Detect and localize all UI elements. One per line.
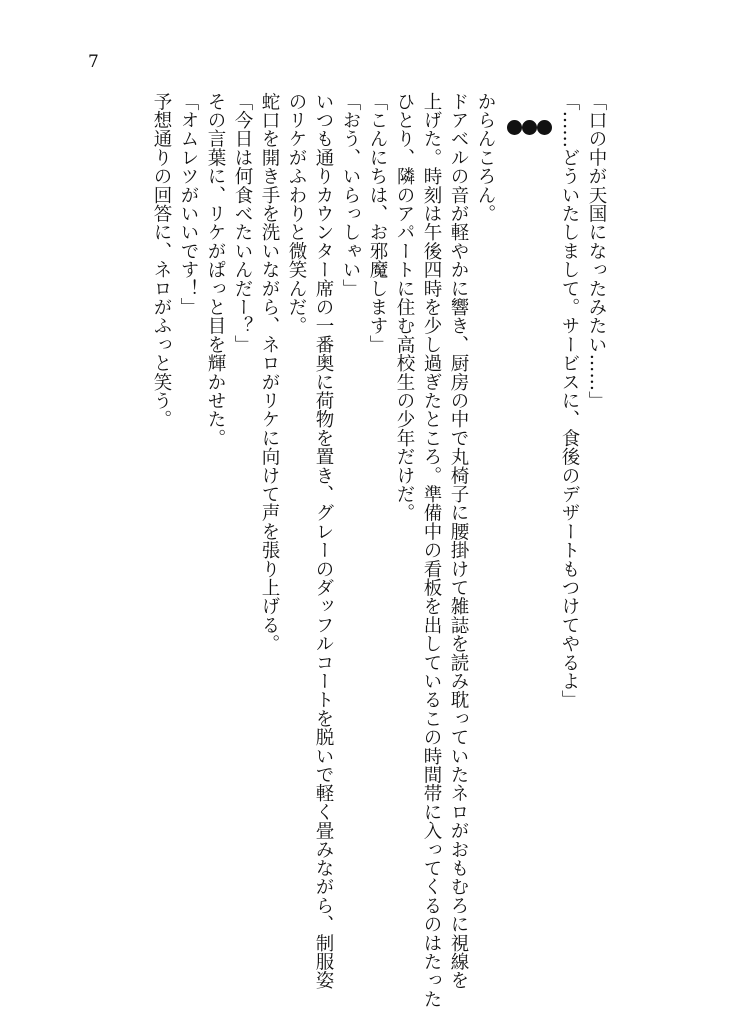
narration-line: のリケがふわりと微笑んだ。 (286, 92, 307, 336)
narration-line: 予想通りの回答に、ネロがふっと笑う。 (151, 92, 172, 429)
narration-line: 上げた。時刻は午後四時を少し過ぎたところ。準備中の看板を出しているこの時間帯に入ってくるのはたった (421, 92, 442, 1009)
page-number: 7 (88, 52, 99, 72)
dialogue-line: 「こんにちは、お邪魔します」 (367, 92, 388, 354)
narration-line: ドアベルの音が軽やかに響き、厨房の中で丸椅子に腰掛けて雑誌を読み耽っていたネロがおもむろに視線を (448, 92, 469, 990)
narration-line: いつも通りカウンター席の一番奥に荷物を置き、グレーのダッフルコートを脱いで軽く畳みながら、制服姿 (313, 92, 334, 990)
scene-break-dot-icon (522, 120, 537, 135)
dialogue-line: 「口の中が天国になったみたい……」 (586, 92, 607, 410)
narration-line: からんころん。 (475, 92, 496, 223)
narration-line: ひとり、隣のアパートに住む高校生の少年だけだ。 (394, 92, 415, 523)
narration-line: その言葉に、リケがぱっと目を輝かせた。 (205, 92, 226, 448)
vertical-text-block (148, 92, 610, 1009)
dialogue-line: 「おう、いらっしゃい」 (340, 92, 361, 298)
dialogue-line: 「……どういたしまして。サービスに、食後のデザートもつけてやるよ」 (559, 92, 580, 710)
narration-line: 蛇口を開き手を洗いながら、ネロがリケに向けて声を張り上げる。 (259, 92, 280, 653)
scene-break-dot-icon (537, 120, 552, 135)
dialogue-line: 「今日は何食べたいんだー？」 (232, 92, 253, 354)
dialogue-line: 「オムレツがいいです！」 (178, 92, 199, 317)
scene-break-dot-icon (507, 120, 522, 135)
scene-break (499, 92, 556, 972)
